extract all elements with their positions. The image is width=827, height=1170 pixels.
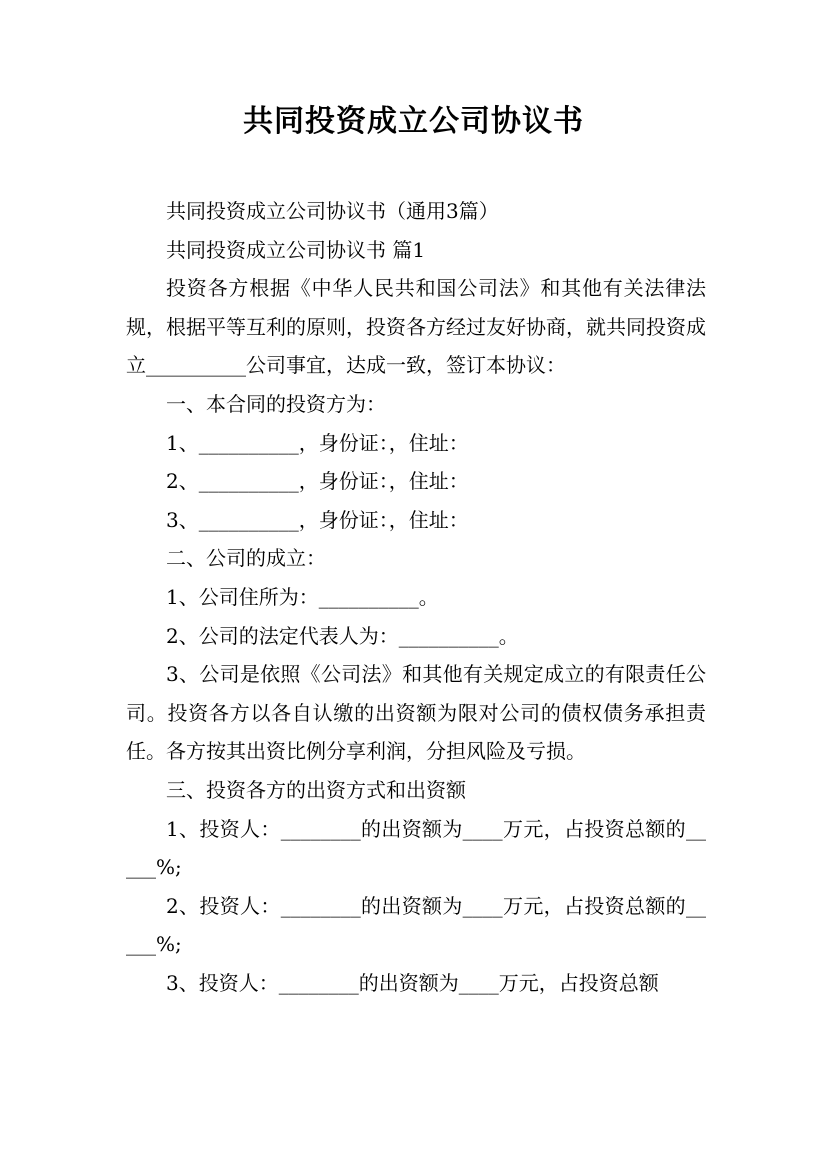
paragraph-investor-2: 2、__________，身份证：，住址： [166,469,469,494]
paragraph-contribution-2: 2、投资人：________的出资额为____万元，占投资总额的_____%; [126,893,706,957]
paragraph-company-address: 1、公司住所为：__________。 [166,584,439,609]
paragraph-legal-representative: 2、公司的法定代表人为：__________。 [166,623,519,648]
paragraph-preamble: 投资各方根据《中华人民共和国公司法》和其他有关法律法规，根据平等互利的原则，投资各方经过友好协商，就共同投资成立__________公司事宜，达成一致，签订本协议： [126,276,706,378]
document-body [126,192,706,1002]
paragraph-contribution-1: 1、投资人：________的出资额为____万元，占投资总额的_____%; [126,816,706,880]
document-title: 共同投资成立公司协议书 [243,104,584,139]
paragraph-section-1-heading: 一、本合同的投资方为： [166,391,386,416]
paragraph-investor-1: 1、__________，身份证：，住址： [166,430,469,455]
paragraph-subtitle: 共同投资成立公司协议书（通用3篇） [166,199,499,223]
paragraph-section-2-heading: 二、公司的成立： [166,546,326,571]
paragraph-contribution-3: 3、投资人：________的出资额为____万元，占投资总额 [166,970,659,995]
paragraph-part-heading: 共同投资成立公司协议书 篇1 [166,237,426,262]
paragraph-investor-3: 3、__________，身份证：，住址： [166,507,469,532]
paragraph-section-3-heading: 三、投资各方的出资方式和出资额 [166,777,466,802]
paragraph-company-liability: 3、公司是依照《公司法》和其他有关规定成立的有限责任公司。投资各方以各自认缴的出资额为限对公司的债权债务承担责任。各方按其出资比例分享利润，分担风险及亏损。 [126,662,706,764]
